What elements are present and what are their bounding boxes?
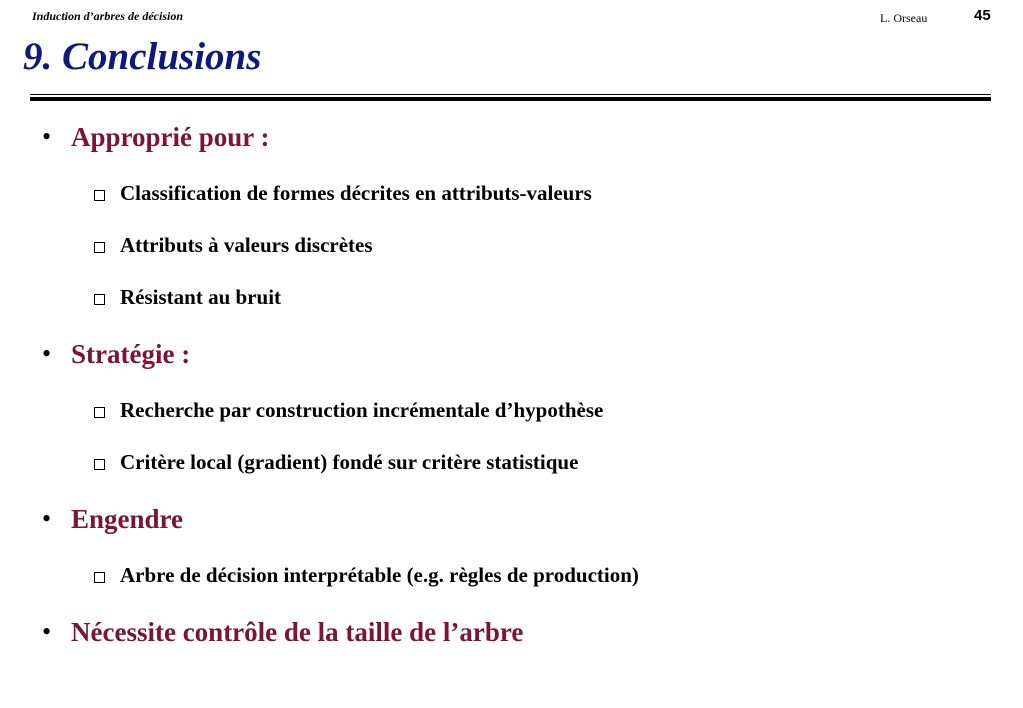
- bullet-icon: •: [42, 339, 52, 368]
- bullet-icon: •: [42, 122, 52, 151]
- square-bullet-icon: [94, 242, 105, 253]
- section-heading-strategy: Stratégie :: [71, 339, 191, 369]
- square-bullet-icon: [94, 190, 105, 201]
- slide-title: 9. Conclusions: [23, 35, 262, 78]
- list-item: Critère local (gradient) fondé sur critère statistique: [120, 450, 579, 474]
- section-heading-tree-size: Nécessite contrôle de la taille de l’arbre: [71, 617, 524, 647]
- title-divider-thick: [30, 97, 991, 101]
- bullet-icon: •: [42, 504, 52, 533]
- square-bullet-icon: [94, 407, 105, 418]
- course-title: Induction d’arbres de décision: [32, 9, 184, 23]
- list-item: Résistant au bruit: [120, 285, 282, 309]
- section-heading-appropriate: Approprié pour :: [71, 122, 270, 152]
- square-bullet-icon: [94, 572, 105, 583]
- page-number: 45: [974, 7, 991, 24]
- list-item: Attributs à valeurs discrètes: [120, 233, 373, 257]
- square-bullet-icon: [94, 294, 105, 305]
- section-heading-engendre: Engendre: [71, 504, 184, 534]
- title-divider-thin: [30, 94, 991, 95]
- list-item: Classification de formes décrites en attributs-valeurs: [120, 181, 592, 205]
- square-bullet-icon: [94, 459, 105, 470]
- list-item: Recherche par construction incrémentale d’hypothèse: [120, 398, 604, 422]
- list-item: Arbre de décision interprétable (e.g. règles de production): [120, 563, 639, 587]
- author-name: L. Orseau: [880, 11, 928, 25]
- bullet-icon: •: [42, 617, 52, 646]
